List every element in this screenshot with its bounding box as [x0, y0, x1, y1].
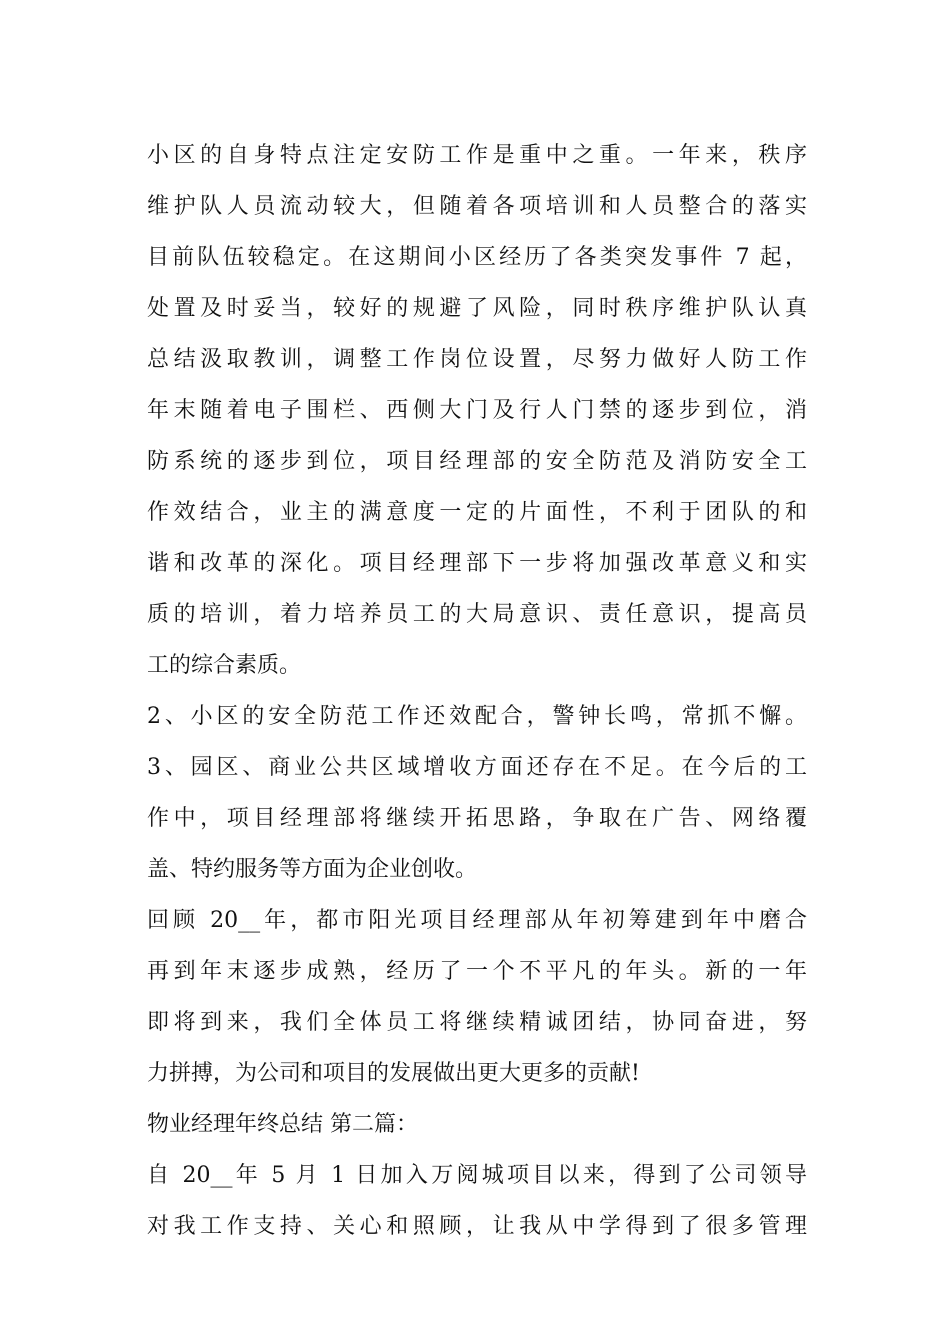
text-line: 作效结合，业主的满意度一定的片面性，不利于团队的和 [147, 500, 807, 525]
text-line: 回顾 20__年，都市阳光项目经理部从年初筹建到年中磨合 [147, 908, 807, 933]
text-line: 再到年末逐步成熟，经历了一个不平凡的年头。新的一年 [147, 959, 807, 984]
text-line: 作中，项目经理部将继续开拓思路，争取在广告、网络覆 [147, 806, 807, 831]
list-item: 2、小区的安全防范工作还效配合，警钟长鸣，常抓不懈。 [147, 704, 807, 729]
text-line: 谐和改革的深化。项目经理部下一步将加强改革意义和实 [147, 551, 807, 576]
text-line: 盖、特约服务等方面为企业创收。 [147, 857, 478, 882]
list-item: 3、园区、商业公共区域增收方面还存在不足。在今后的工 [147, 755, 807, 780]
text-line: 目前队伍较稳定。在这期间小区经历了各类突发事件 7 起， [147, 245, 807, 270]
document-body [147, 130, 807, 1252]
text-line: 维护队人员流动较大，但随着各项培训和人员整合的落实 [147, 194, 807, 219]
text-line: 对我工作支持、关心和照顾，让我从中学得到了很多管理 [147, 1214, 807, 1239]
text-line: 小区的自身特点注定安防工作是重中之重。一年来，秩序 [147, 143, 807, 168]
text-line: 质的培训，着力培养员工的大局意识、责任意识，提高员 [147, 602, 807, 627]
text-line: 自 20__年 5 月 1 日加入万阅城项目以来，得到了公司领导 [147, 1163, 807, 1188]
text-line: 防系统的逐步到位，项目经理部的安全防范及消防安全工 [147, 449, 807, 474]
text-line: 工的综合素质。 [147, 653, 302, 678]
text-line: 年末随着电子围栏、西侧大门及行人门禁的逐步到位，消 [147, 398, 807, 423]
text-line: 力拼搏，为公司和项目的发展做出更大更多的贡献! [147, 1061, 640, 1086]
section-heading: 物业经理年终总结 第二篇： [147, 1112, 418, 1137]
text-line: 处置及时妥当，较好的规避了风险，同时秩序维护队认真 [147, 296, 807, 321]
text-line: 总结汲取教训，调整工作岗位设置，尽努力做好人防工作 [147, 347, 807, 372]
text-line: 即将到来，我们全体员工将继续精诚团结，协同奋进，努 [147, 1010, 807, 1035]
